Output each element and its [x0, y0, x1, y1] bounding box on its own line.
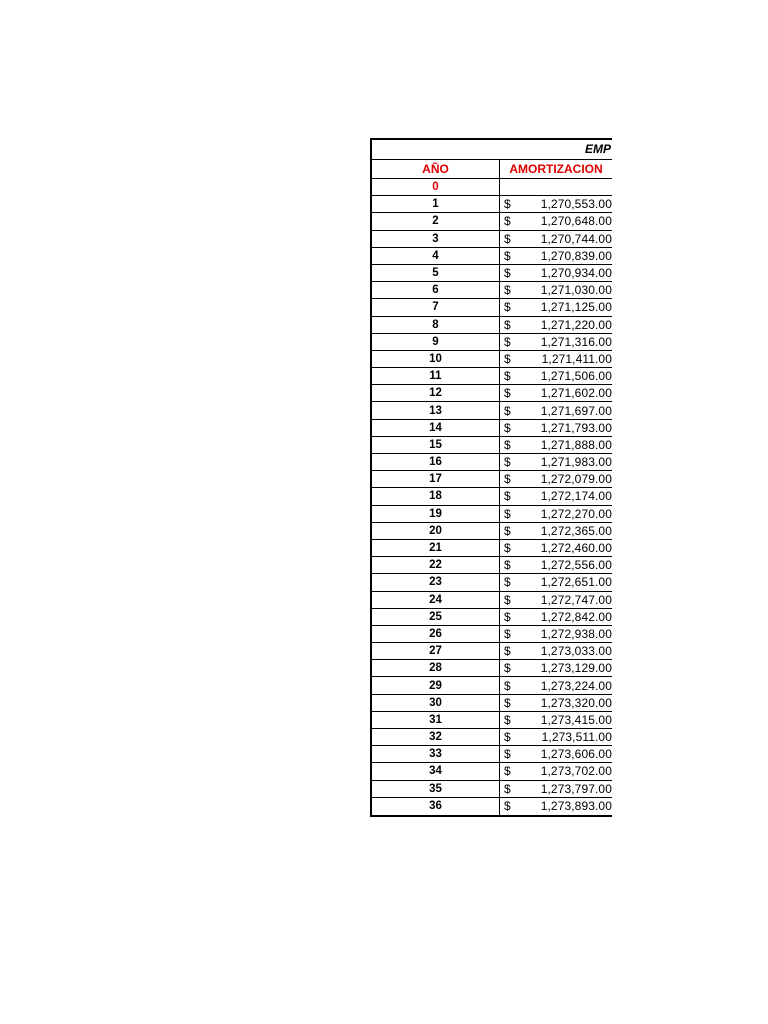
- amortization-value: 1,270,839.00: [540, 248, 612, 263]
- year-cell: 24: [372, 592, 500, 608]
- year-cell: 22: [372, 557, 500, 573]
- currency-symbol: $: [504, 369, 511, 384]
- table-row: [372, 334, 612, 351]
- amortization-value: 1,271,125.00: [540, 300, 612, 315]
- table-title: EMP: [584, 142, 611, 157]
- amortization-value: 1,271,793.00: [540, 420, 612, 435]
- amortization-value: 1,273,033.00: [540, 644, 612, 659]
- table-row: [372, 592, 612, 609]
- currency-symbol: $: [504, 575, 511, 590]
- table-row: [372, 781, 612, 798]
- year-cell: 31: [372, 712, 500, 728]
- table-row: [372, 523, 612, 540]
- table-row: [372, 385, 612, 402]
- amortization-value: 1,272,079.00: [540, 472, 612, 487]
- amortization-value: 1,273,511.00: [541, 730, 612, 745]
- amortization-value: 1,272,174.00: [540, 489, 612, 504]
- amortization-cell: [500, 488, 612, 504]
- currency-symbol: $: [504, 506, 511, 521]
- currency-symbol: $: [504, 558, 511, 573]
- amortization-value: 1,271,602.00: [540, 386, 612, 401]
- amortization-cell: [500, 609, 612, 625]
- year-cell: 21: [372, 540, 500, 556]
- amortization-value: 1,270,648.00: [540, 214, 612, 229]
- amortization-value: 1,273,320.00: [540, 695, 612, 710]
- column-header-amortization: AMORTIZACION: [509, 161, 603, 176]
- currency-symbol: $: [504, 730, 511, 745]
- table-row: [372, 420, 612, 437]
- table-row: [372, 677, 612, 694]
- year-cell: 33: [372, 746, 500, 762]
- amortization-cell: [500, 592, 612, 608]
- amortization-cell: [500, 265, 612, 281]
- amortization-cell: [500, 248, 612, 264]
- currency-symbol: $: [504, 799, 511, 814]
- year-cell: 2: [372, 213, 500, 229]
- amortization-cell: [500, 213, 612, 229]
- table-row: [372, 213, 612, 230]
- amortization-cell: [500, 420, 612, 436]
- table-title-row: [372, 140, 612, 160]
- table-header-row: [372, 160, 612, 180]
- currency-symbol: $: [504, 626, 511, 641]
- year-cell: 34: [372, 763, 500, 779]
- currency-symbol: $: [504, 764, 511, 779]
- table-row: [372, 609, 612, 626]
- currency-symbol: $: [504, 197, 511, 212]
- year-cell: 35: [372, 781, 500, 797]
- year-cell: 20: [372, 523, 500, 539]
- year-cell: 5: [372, 265, 500, 281]
- amortization-cell: [500, 729, 612, 745]
- table-row: [372, 437, 612, 454]
- amortization-table: [370, 138, 612, 817]
- currency-symbol: $: [504, 644, 511, 659]
- year-cell: 14: [372, 420, 500, 436]
- table-row: [372, 402, 612, 419]
- amortization-cell: [500, 196, 612, 212]
- year-cell: 0: [372, 179, 500, 195]
- currency-symbol: $: [504, 386, 511, 401]
- year-cell: 10: [372, 351, 500, 367]
- amortization-cell: [500, 746, 612, 762]
- table-row: [372, 265, 612, 282]
- amortization-value: 1,271,506.00: [540, 369, 612, 384]
- year-cell: 13: [372, 402, 500, 418]
- amortization-cell: [500, 351, 612, 367]
- amortization-cell: [500, 506, 612, 522]
- amortization-cell: [500, 660, 612, 676]
- amortization-cell: [500, 437, 612, 453]
- year-cell: 7: [372, 299, 500, 315]
- currency-symbol: $: [504, 248, 511, 263]
- amortization-cell: [500, 454, 612, 470]
- amortization-value: 1,271,220.00: [540, 317, 612, 332]
- amortization-cell: [500, 179, 612, 195]
- table-row: [372, 798, 612, 815]
- currency-symbol: $: [504, 695, 511, 710]
- year-cell: 15: [372, 437, 500, 453]
- amortization-cell: [500, 523, 612, 539]
- year-cell: 30: [372, 695, 500, 711]
- year-cell: 8: [372, 317, 500, 333]
- amortization-value: 1,273,702.00: [540, 764, 612, 779]
- amortization-value: 1,273,797.00: [540, 781, 612, 796]
- year-cell: 27: [372, 643, 500, 659]
- table-row: [372, 729, 612, 746]
- currency-symbol: $: [504, 472, 511, 487]
- amortization-cell: [500, 299, 612, 315]
- year-cell: 1: [372, 196, 500, 212]
- amortization-value: 1,270,934.00: [540, 266, 612, 281]
- table-row: [372, 695, 612, 712]
- year-cell: 26: [372, 626, 500, 642]
- amortization-cell: [500, 557, 612, 573]
- table-row: [372, 712, 612, 729]
- amortization-value: 1,272,651.00: [540, 575, 612, 590]
- table-row: [372, 368, 612, 385]
- table-row: [372, 626, 612, 643]
- table-row: [372, 643, 612, 660]
- amortization-value: 1,273,893.00: [540, 799, 612, 814]
- currency-symbol: $: [504, 609, 511, 624]
- table-row: [372, 574, 612, 591]
- amortization-cell: [500, 540, 612, 556]
- amortization-value: 1,271,888.00: [540, 437, 612, 452]
- year-cell: 28: [372, 660, 500, 676]
- year-cell: 17: [372, 471, 500, 487]
- table-row: [372, 660, 612, 677]
- amortization-cell: [500, 643, 612, 659]
- table-row: [372, 763, 612, 780]
- currency-symbol: $: [504, 661, 511, 676]
- currency-symbol: $: [504, 489, 511, 504]
- year-cell: 36: [372, 798, 500, 815]
- amortization-value: 1,271,030.00: [540, 283, 612, 298]
- currency-symbol: $: [504, 455, 511, 470]
- amortization-cell: [500, 712, 612, 728]
- year-cell: 25: [372, 609, 500, 625]
- year-cell: 19: [372, 506, 500, 522]
- currency-symbol: $: [504, 283, 511, 298]
- amortization-value: 1,271,697.00: [540, 403, 612, 418]
- amortization-cell: [500, 798, 612, 815]
- amortization-value: 1,271,983.00: [540, 455, 612, 470]
- currency-symbol: $: [504, 678, 511, 693]
- amortization-value: 1,273,415.00: [540, 712, 612, 727]
- table-row: [372, 317, 612, 334]
- amortization-value: 1,272,365.00: [540, 523, 612, 538]
- currency-symbol: $: [504, 403, 511, 418]
- amortization-value: 1,272,270.00: [540, 506, 612, 521]
- currency-symbol: $: [504, 592, 511, 607]
- amortization-value: 1,272,747.00: [540, 592, 612, 607]
- table-row: [372, 351, 612, 368]
- table-row: [372, 471, 612, 488]
- currency-symbol: $: [504, 420, 511, 435]
- currency-symbol: $: [504, 266, 511, 281]
- column-header-year: AÑO: [372, 160, 500, 179]
- table-row: [372, 282, 612, 299]
- amortization-cell: [500, 282, 612, 298]
- amortization-cell: [500, 231, 612, 247]
- table-row: [372, 557, 612, 574]
- year-cell: 9: [372, 334, 500, 350]
- currency-symbol: $: [504, 523, 511, 538]
- amortization-cell: [500, 626, 612, 642]
- amortization-cell: [500, 695, 612, 711]
- amortization-value: 1,273,224.00: [540, 678, 612, 693]
- table-row: [372, 231, 612, 248]
- amortization-value: 1,272,938.00: [540, 626, 612, 641]
- year-cell: 4: [372, 248, 500, 264]
- amortization-value: 1,272,842.00: [540, 609, 612, 624]
- amortization-cell: [500, 471, 612, 487]
- currency-symbol: $: [504, 300, 511, 315]
- year-cell: 16: [372, 454, 500, 470]
- currency-symbol: $: [504, 334, 511, 349]
- currency-symbol: $: [504, 351, 511, 366]
- table-row: [372, 196, 612, 213]
- amortization-cell: [500, 385, 612, 401]
- amortization-cell: [500, 677, 612, 693]
- amortization-cell: [500, 402, 612, 418]
- currency-symbol: $: [504, 781, 511, 796]
- table-row: [372, 540, 612, 557]
- table-row: [372, 454, 612, 471]
- amortization-value: 1,270,744.00: [540, 231, 612, 246]
- currency-symbol: $: [504, 231, 511, 246]
- amortization-value: 1,272,556.00: [540, 558, 612, 573]
- currency-symbol: $: [504, 712, 511, 727]
- table-row: [372, 248, 612, 265]
- year-cell: 32: [372, 729, 500, 745]
- table-body: [372, 179, 612, 815]
- amortization-cell: [500, 763, 612, 779]
- amortization-value: 1,271,411.00: [541, 351, 612, 366]
- table-row: [372, 299, 612, 316]
- amortization-value: 1,271,316.00: [540, 334, 612, 349]
- currency-symbol: $: [504, 437, 511, 452]
- amortization-cell: [500, 574, 612, 590]
- year-cell: 23: [372, 574, 500, 590]
- year-cell: 11: [372, 368, 500, 384]
- year-cell: 12: [372, 385, 500, 401]
- table-row: [372, 179, 612, 196]
- amortization-value: 1,270,553.00: [540, 197, 612, 212]
- year-cell: 3: [372, 231, 500, 247]
- currency-symbol: $: [504, 541, 511, 556]
- currency-symbol: $: [504, 317, 511, 332]
- amortization-cell: [500, 317, 612, 333]
- table-row: [372, 746, 612, 763]
- amortization-cell: [500, 781, 612, 797]
- amortization-cell: [500, 334, 612, 350]
- currency-symbol: $: [504, 747, 511, 762]
- amortization-value: 1,272,460.00: [540, 541, 612, 556]
- year-cell: 6: [372, 282, 500, 298]
- year-cell: 29: [372, 677, 500, 693]
- amortization-value: 1,273,606.00: [540, 747, 612, 762]
- year-cell: 18: [372, 488, 500, 504]
- amortization-cell: [500, 368, 612, 384]
- currency-symbol: $: [504, 214, 511, 229]
- amortization-value: 1,273,129.00: [540, 661, 612, 676]
- table-row: [372, 488, 612, 505]
- table-row: [372, 506, 612, 523]
